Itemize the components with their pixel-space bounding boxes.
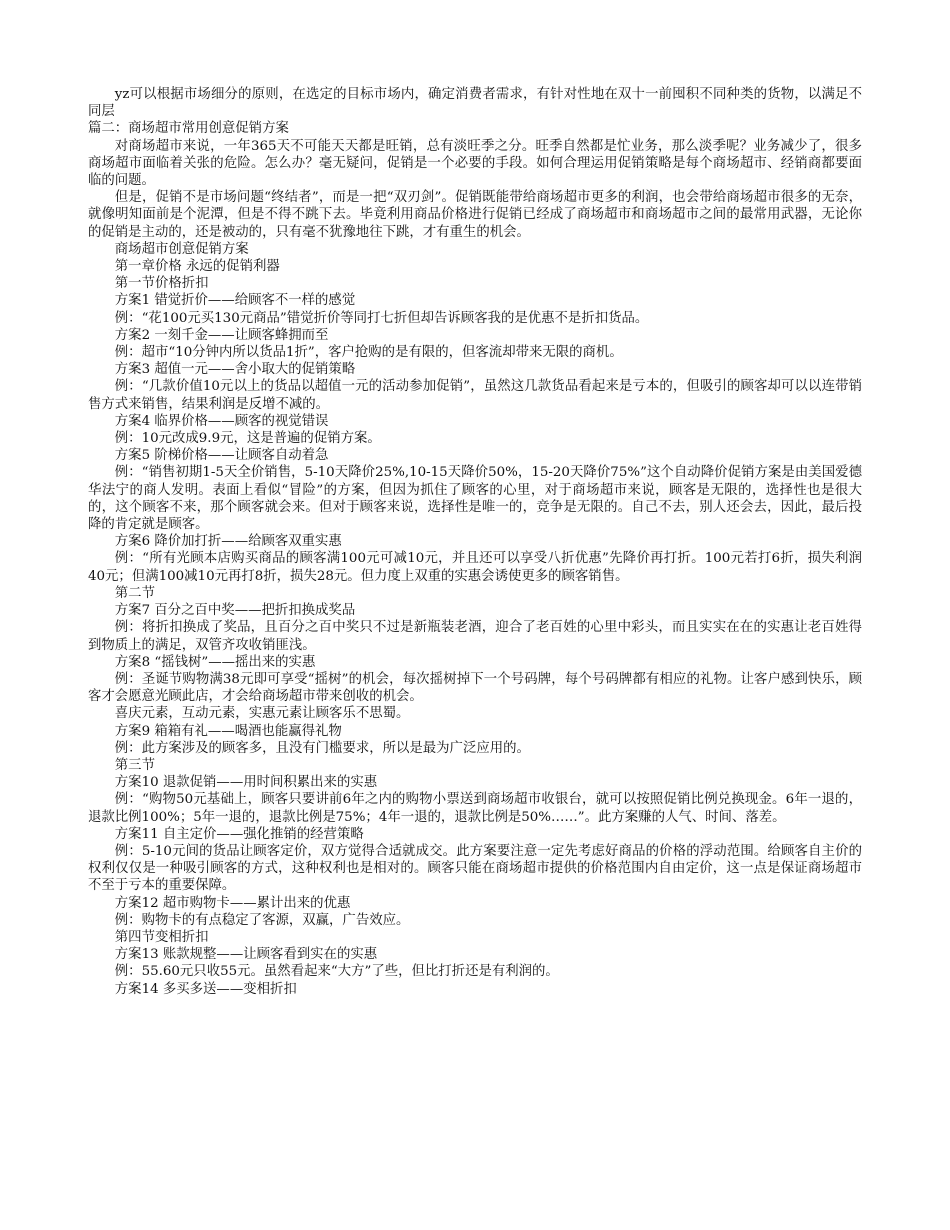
- paragraph: 例：“购物50元基础上，顾客只要讲前6年之内的购物小票送到商场超市收银台，就可以按照促销比例兑换现金。6年一退的，退款比例100%；5年一退的，退款比例是75%；4年一退的，退款比例是50%……”。此方案赚的人气、时间、落差。: [88, 792, 862, 825]
- paragraph: 例：5-10元间的货品让顾客定价，双方觉得合适就成交。此方案要注意一定先考虑好商品的价格的浮动范围。给顾客自主价的权利仅仅是一种吸引顾客的方式，这种权利也是相对的。顾客只能在商场超市提供的价格范围内自由定价，这一点是保证商场超市不至于亏本的重要保障。: [88, 843, 862, 894]
- paragraph: 方案10 退款促销——用时间积累出来的实惠: [114, 775, 378, 791]
- paragraph: 方案3 超值一元——舍小取大的促销策略: [114, 362, 356, 378]
- paragraph: 方案14 多买多送——变相折扣: [114, 981, 297, 997]
- paragraph: 方案1 错觉折价——给顾客不一样的感觉: [114, 293, 356, 309]
- paragraph: 例：将折扣换成了奖品，且百分之百中奖只不过是新瓶装老酒，迎合了老百姓的心里中彩头，而且实实在在的实惠让老百姓得到物质上的满足，双管齐攻收销匪浅。: [88, 620, 862, 653]
- paragraph: 例：“花100元买130元商品”错觉折价等同打七折但却告诉顾客我的是优惠不是折扣货品。: [114, 310, 649, 326]
- paragraph: 方案12 超市购物卡——累计出来的优惠: [114, 895, 351, 911]
- paragraph: 方案4 临界价格——顾客的视觉错误: [114, 413, 329, 429]
- paragraph: 喜庆元素，互动元素，实惠元素让顾客乐不思蜀。: [114, 706, 410, 722]
- paragraph: 例：此方案涉及的顾客多，且没有门槛要求，所以是最为广泛应用的。: [114, 740, 530, 756]
- paragraph: 例：10元改成9.9元，这是普遍的促销方案。: [114, 431, 381, 447]
- paragraph: 方案9 箱箱有礼——喝酒也能赢得礼物: [114, 723, 342, 739]
- paragraph: 篇二：商场超市常用创意促销方案: [88, 121, 289, 137]
- paragraph: 第一章价格 永远的促销利器: [114, 259, 280, 275]
- paragraph: 对商场超市来说，一年365天不可能天天都是旺销，总有淡旺季之分。旺季自然都是忙业务，那么淡季呢？业务减少了，很多商场超市面临着关张的危险。怎么办？毫无疑问，促销是一个必要的手段。如何合理运用促销策略是每个商场超市、经销商都要面临的问题。: [88, 138, 862, 189]
- paragraph: 第三节: [114, 757, 155, 773]
- paragraph: 第二节: [114, 585, 155, 601]
- paragraph: 例：圣诞节购物满38元即可享受“摇树”的机会，每次摇树掉下一个号码牌，每个号码牌都有相应的礼物。让客户感到快乐，顾客才会愿意光顾此店，才会给商场超市带来创收的机会。: [88, 671, 862, 705]
- paragraph: yz可以根据市场细分的原则，在选定的目标市场内，确定消费者需求，有针对性地在双十一前囤积不同种类的货物，以满足不同层: [88, 87, 862, 120]
- paragraph: 例：超市“10分钟内所以货品1折”，客户抢购的是有限的，但客流却带来无限的商机。: [114, 345, 623, 361]
- paragraph: 方案11 自主定价——强化推销的经营策略: [114, 826, 364, 842]
- paragraph: 例：“所有光顾本店购买商品的顾客满100元可减10元，并且还可以享受八折优惠”先降价再打折。100元若打6折，损失利润40元；但满100减10元再打8折，损失28元。但力度上双重的实惠会诱使更多的顾客销售。: [88, 551, 862, 584]
- paragraph: 商场超市创意促销方案: [114, 241, 249, 257]
- paragraph: 方案6 降价加打折——给顾客双重实惠: [114, 534, 342, 550]
- paragraph: 方案5 阶梯价格——让顾客自动着急: [114, 448, 329, 464]
- paragraph: 方案13 账款规整——让顾客看到实在的实惠: [114, 947, 378, 963]
- paragraph: 但是，促销不是市场问题“终结者”，而是一把“双刃剑”。促销既能带给商场超市更多的利润，也会带给商场超市很多的无奈，就像明知面前是个泥潭，但是不得不跳下去。毕竟利用商品价格进行促销已经成了商场超市和商场超市之间的最常用武器，无论你的促销是主动的，还是被动的，只有毫不犹豫地往下跳，才有重生的机会。: [88, 190, 862, 240]
- document-body: [88, 86, 862, 998]
- paragraph: 例：“几款价值10元以上的货品以超值一元的活动参加促销”，虽然这几款货品看起来是亏本的，但吸引的顾客却可以以连带销售方式来销售，结果利润是反增不减的。: [88, 379, 862, 412]
- paragraph: 方案7 百分之百中奖——把折扣换成奖品: [114, 603, 356, 619]
- paragraph: 第四节变相折扣: [114, 929, 209, 945]
- paragraph: 方案8 “摇钱树”——摇出来的实惠: [114, 654, 316, 670]
- paragraph: 例：“销售初期1-5天全价销售，5-10天降价25%,10-15天降价50%，15-20天降价75%”这个自动降价促销方案是由美国爱德华法宁的商人发明。表面上看似“冒险”的方案，但因为抓住了顾客的心里，对于商场超市来说，顾客是无限的，选择性也是很大的，这个顾客不来，那个顾客就会来。但对于顾客来说，选择性是唯一的，竞争是无限的。自己不去，别人还会去，因此，最后投降的肯定就是顾客。: [88, 465, 862, 533]
- paragraph: 例：55.60元只收55元。虽然看起来“大方”了些，但比打折还是有利润的。: [114, 964, 559, 980]
- paragraph: 方案2 一刻千金——让顾客蜂拥而至: [114, 327, 329, 343]
- paragraph: 第一节价格折扣: [114, 276, 209, 292]
- paragraph: 例：购物卡的有点稳定了客源，双赢，广告效应。: [114, 912, 410, 928]
